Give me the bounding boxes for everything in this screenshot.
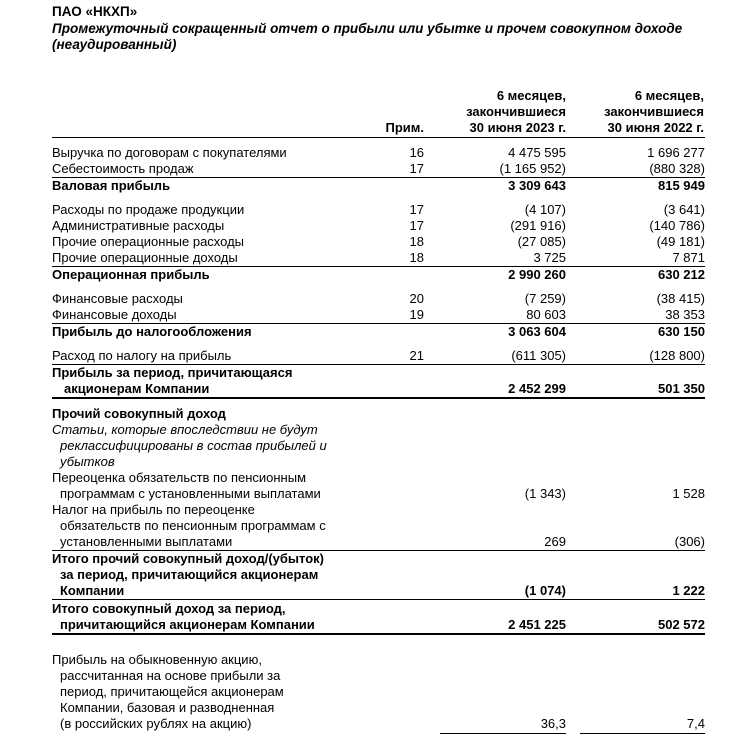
row-label: Компании, базовая и разводненная [60,700,275,715]
row-note: 16 [409,145,424,160]
value-2022: (880 328) [649,161,705,176]
value-2022: 1 696 277 [647,145,705,160]
row-label: причитающийся акционерам Компании [60,617,315,632]
row-label: Прибыль на обыкновенную акцию, [52,652,262,667]
row-eps [52,684,705,700]
row-eps [52,716,705,732]
row-note: 18 [409,250,424,265]
row-rule [52,397,705,399]
value-2023: 3 725 [533,250,566,265]
value-2023: 4 475 595 [508,145,566,160]
value-2022: 7,4 [686,716,705,731]
row-label: Административные расходы [52,218,225,233]
row-eps [52,652,705,668]
value-2023: (611 305) [511,348,566,363]
value-2022: 630 150 [658,324,705,339]
row-label: Выручка по договорам с покупателями [52,145,287,160]
value-2023: (1 165 952) [499,161,566,176]
row-label: обязательств по пенсионным программам с [60,518,326,533]
row-total-oci [52,551,705,567]
value-2022: (49 181) [656,234,705,249]
row-profit-attributable [52,365,705,381]
row-note: 17 [409,161,424,176]
row-total-oci [52,567,705,583]
header-period-2023-line: закончившиеся [466,104,566,119]
value-2022: 1 222 [672,583,705,598]
value-2023: (27 085) [517,234,566,249]
row-label: Себестоимость продаж [52,161,194,176]
row-label: за период, причитающийся акционерам [60,567,319,582]
value-2023: 3 309 643 [508,178,566,193]
row-rule [52,633,705,635]
row-label: Финансовые доходы [52,307,177,322]
row-label: Компании [60,583,125,598]
row-not-reclassified [52,422,705,438]
row-note: 19 [409,307,424,322]
company-name: ПАО «НКХП» [52,4,138,19]
row-profit-attributable [52,381,705,397]
row-revenue [52,145,705,161]
eps-rule-2023 [440,733,566,734]
row-label: период, причитающейся акционерам [60,684,284,699]
row-label: акционерам Компании [64,381,210,396]
row-cost-of-sales [52,161,705,177]
row-rule [52,599,705,600]
row-label: реклассифицированы в состав прибылей и [60,438,327,453]
row-income-tax [52,348,705,364]
row-label: Налог на прибыль по переоценке [52,502,255,517]
row-note: 21 [409,348,424,363]
row-total-comprehensive-income [52,601,705,617]
value-2023: 269 [544,534,566,549]
section-oci-title [52,406,705,422]
value-2022: 630 212 [658,267,705,282]
row-profit-before-tax [52,324,705,340]
row-label: Расход по налогу на прибыль [52,348,232,363]
row-label: Прочие операционные доходы [52,250,238,265]
row-pension-tax [52,518,705,534]
row-label: Финансовые расходы [52,291,183,306]
row-label: Прибыль за период, причитающаяся [52,365,293,380]
row-not-reclassified [52,438,705,454]
value-2022: (140 786) [649,218,705,233]
row-label: Расходы по продаже продукции [52,202,245,217]
row-label: Переоценка обязательств по пенсионным [52,470,307,485]
value-2022: 502 572 [658,617,705,632]
value-2023: 2 452 299 [508,381,566,396]
value-2023: (1 074) [524,583,566,598]
header-period-2023 [440,88,566,136]
header-period-2022-line: 6 месяцев, [634,88,704,103]
value-2023: 2 990 260 [508,267,566,282]
row-total-comprehensive-income [52,617,705,633]
value-2023: (7 259) [524,291,566,306]
header-period-2023-line: 30 июня 2023 г. [469,120,566,135]
value-2022: 1 528 [672,486,705,501]
row-label: Операционная прибыль [52,267,210,282]
value-2022: (3 641) [663,202,705,217]
row-total-oci [52,583,705,599]
value-2022: 38 353 [665,307,705,322]
value-2022: (38 415) [656,291,705,306]
value-2022: 815 949 [658,178,705,193]
row-label: Прочий совокупный доход [52,406,226,421]
row-label: Валовая прибыль [52,178,171,193]
header-period-2023-line: 6 месяцев, [496,88,566,103]
row-eps [52,700,705,716]
value-2022: 501 350 [658,381,705,396]
row-operating-profit [52,267,705,283]
row-label: Прочие операционные расходы [52,234,245,249]
row-other-operating-income [52,250,705,266]
row-pension-remeasurement [52,486,705,502]
row-note: 18 [409,234,424,249]
value-2023: (1 343) [524,486,566,501]
value-2022: 7 871 [672,250,705,265]
row-finance-income [52,307,705,323]
row-not-reclassified [52,454,705,470]
value-2023: (291 916) [510,218,566,233]
value-2023: 36,3 [540,716,566,731]
header-note: Прим. [385,120,424,135]
row-label: убытков [60,454,115,469]
header-period-2022-line: закончившиеся [604,104,704,119]
header-period-2022 [580,88,704,136]
row-note: 20 [409,291,424,306]
row-label: Прибыль до налогообложения [52,324,252,339]
value-2023: 3 063 604 [508,324,566,339]
row-admin-expenses [52,218,705,234]
row-eps [52,668,705,684]
row-gross-profit [52,178,705,194]
value-2023: 2 451 225 [508,617,566,632]
row-other-operating-expenses [52,234,705,250]
row-label: (в российских рублях на акцию) [60,716,252,731]
row-selling-expenses [52,202,705,218]
value-2022: (306) [674,534,705,549]
row-label: Итого совокупный доход за период, [52,601,286,616]
row-label: программам с установленными выплатами [60,486,321,501]
row-finance-expenses [52,291,705,307]
eps-rule-2022 [580,733,705,734]
value-2023: 80 603 [526,307,566,322]
statement-title: Промежуточный сокращенный отчет о прибыли или убытке и прочем совокупном доходе (неаудированный) [52,21,683,52]
row-note: 17 [409,218,424,233]
row-label: установленными выплатами [60,534,233,549]
row-label: Итого прочий совокупный доход/(убыток) [52,551,324,566]
row-pension-tax [52,502,705,518]
value-2023: (4 107) [524,202,566,217]
row-pension-remeasurement [52,470,705,486]
row-label: Статьи, которые впоследствии не будут [52,422,318,437]
header-period-2022-line: 30 июня 2022 г. [607,120,704,135]
row-label: рассчитанная на основе прибыли за [60,668,281,683]
row-note: 17 [409,202,424,217]
value-2022: (128 800) [649,348,705,363]
row-pension-tax [52,534,705,550]
header-rule [52,137,705,138]
